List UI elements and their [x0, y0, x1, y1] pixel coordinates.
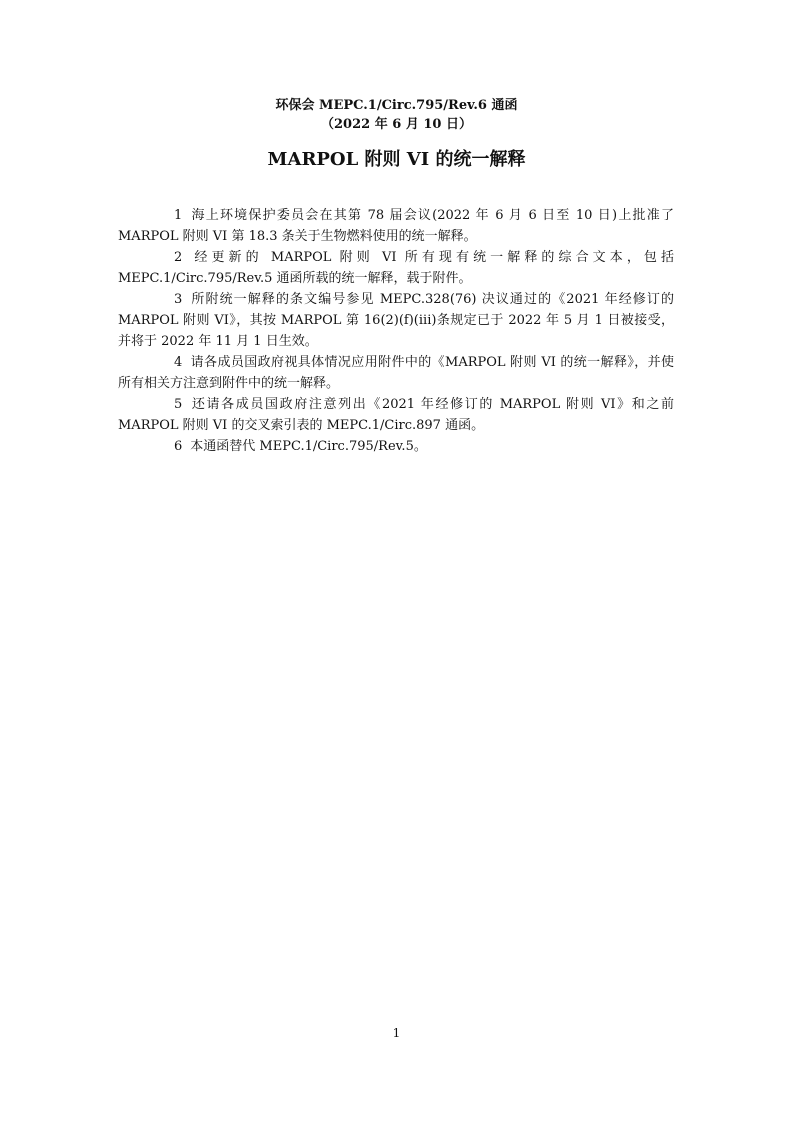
paragraph-text: 请各成员国政府视具体情况应用附件中的《MARPOL 附则 VI 的统一解释》，并使所有相关方注意到附件中的统一解释。	[118, 355, 674, 391]
circular-reference: 环保会 MEPC.1/Circ.795/Rev.6 通函	[275, 98, 518, 113]
paragraph-text: 本通函替代 MEPC.1/Circ.795/Rev.5。	[190, 439, 427, 454]
paragraph-text: 所附统一解释的条文编号参见 MEPC.328(76) 决议通过的《2021 年经修订的 MARPOL 附则 VI》，其按 MARPOL 第 16(2)(f)(iii)条规定已于 2022 年 5 月 1 日被接受，并将于 2022 年 11 月 1 日生效。	[118, 292, 674, 349]
paragraph-text: 海上环境保护委员会在其第 78 届会议(2022 年 6 月 6 日至 10 日)上批准了 MARPOL 附则 VI 第 18.3 条关于生物燃料使用的统一解释。	[118, 208, 674, 244]
paragraph-text: 还请各成员国政府注意列出《2021 年经修订的 MARPOL 附则 VI》和之前 MARPOL 附则 VI 的交叉索引表的 MEPC.1/Circ.897 通函。	[118, 397, 674, 433]
paragraph-number: 1	[174, 208, 183, 223]
paragraph-number: 4	[174, 355, 183, 370]
document-body	[118, 205, 674, 457]
paragraph-number: 5	[174, 397, 183, 412]
circular-date: （2022 年 6 月 10 日）	[321, 117, 472, 132]
paragraph-5	[118, 394, 674, 436]
paragraph-4	[118, 352, 674, 394]
paragraph-text: 经更新的 MARPOL 附则 VI 所有现有统一解释的综合文本，包括 MEPC.1/Circ.795/Rev.5 通函所载的统一解释，载于附件。	[118, 250, 674, 286]
circular-header	[0, 96, 793, 134]
paragraph-number: 2	[174, 250, 183, 265]
page-number: 1	[392, 1026, 401, 1040]
paragraph-6	[118, 436, 674, 457]
document-title: MARPOL 附则 VI 的统一解释	[267, 149, 526, 170]
paragraph-2	[118, 247, 674, 289]
paragraph-3	[118, 289, 674, 352]
paragraph-number: 3	[174, 292, 183, 307]
paragraph-number: 6	[174, 439, 183, 454]
paragraph-1	[118, 205, 674, 247]
